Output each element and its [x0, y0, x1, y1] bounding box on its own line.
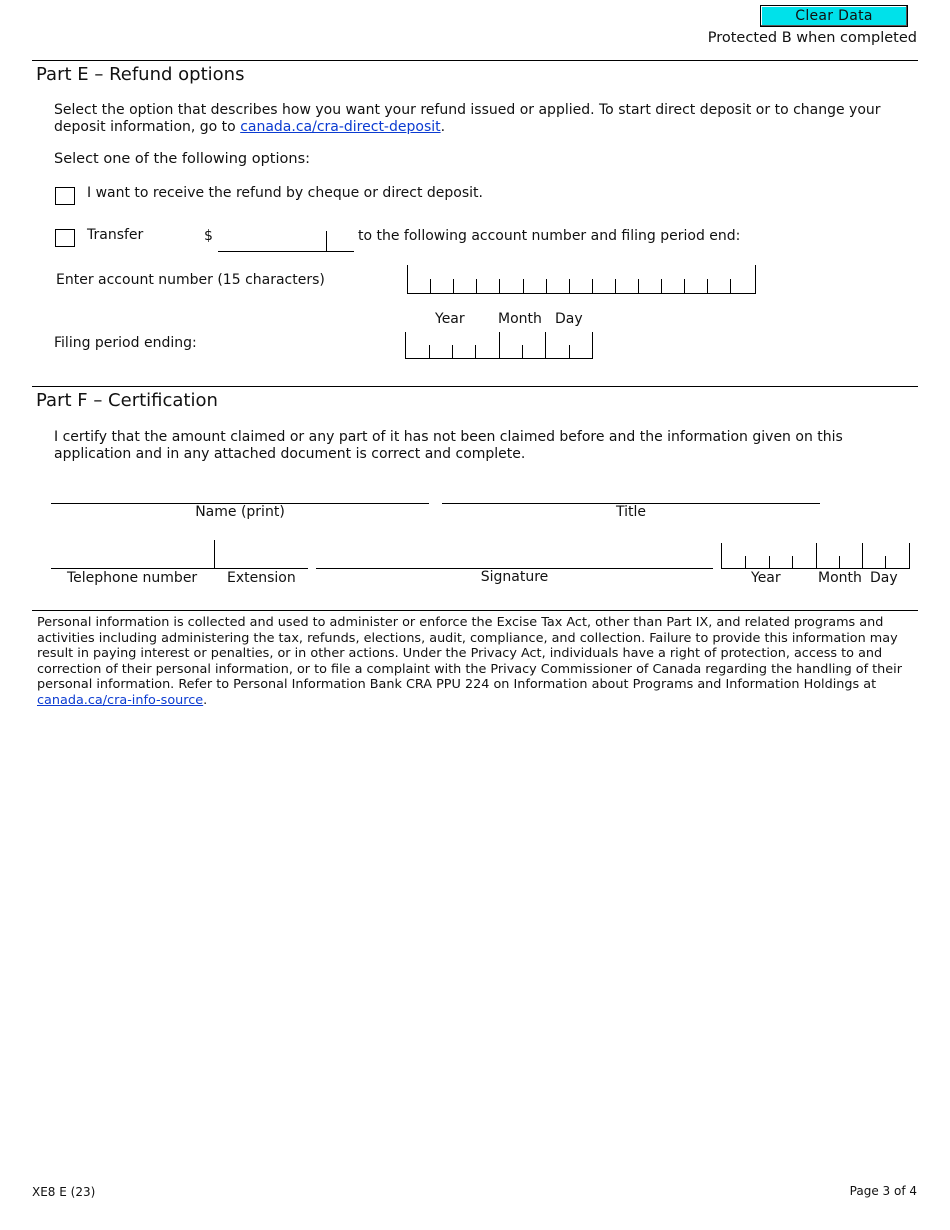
title-input[interactable]: [442, 480, 820, 504]
divider: [32, 610, 918, 611]
cert-year-label: Year: [751, 570, 781, 586]
transfer-suffix-label: to the following account number and filing period end:: [358, 228, 741, 244]
cheque-option-checkbox[interactable]: [55, 187, 75, 205]
title-label: Title: [615, 504, 646, 520]
protected-label: Protected B when completed: [707, 30, 917, 46]
telephone-label: Telephone number: [67, 570, 198, 586]
privacy-text: Personal information is collected and used to administer or enforce the Excise Tax Act, other than Part IX, and related programs and activities including administering the tax, refunds, elections, audit, compliance, and collection. Failure to provide this information may result in paying interest or penalties, or in other actions. Under the Privacy Act, individuals have a right of protection, access to and correction of their personal information, or to file a complaint with the Privacy Commissioner of Canada regarding the handling of their personal information. Refer to Personal Information Bank CRA PPU 224 on Information about Programs and Information Holdings at: [37, 615, 902, 692]
page-number: Page 3 of 4: [849, 1184, 917, 1198]
filing-day-label: Day: [555, 311, 583, 327]
intro-end: .: [440, 119, 446, 135]
telephone-input[interactable]: [51, 540, 308, 569]
direct-deposit-link[interactable]: canada.ca/cra-direct-deposit: [240, 119, 441, 135]
certification-date-input[interactable]: [721, 543, 910, 569]
intro-text: Select the option that describes how you want your refund issued or applied. To start direct deposit or to change your deposit information, go to: [54, 102, 881, 135]
cheque-option-label: I want to receive the refund by cheque or direct deposit.: [87, 185, 483, 201]
certification-text: I certify that the amount claimed or any part of it has not been claimed before and the information given on this application and in any attached document is correct and complete.: [54, 429, 843, 462]
account-number-label: Enter account number (15 characters): [56, 272, 325, 288]
filing-period-label: Filing period ending:: [54, 335, 197, 351]
signature-label: Signature: [480, 569, 549, 585]
name-print-label: Name (print): [195, 504, 285, 520]
info-source-link[interactable]: canada.ca/cra-info-source: [37, 692, 204, 708]
transfer-amount-input[interactable]: [218, 231, 354, 252]
filing-month-label: Month: [498, 311, 542, 327]
signature-input[interactable]: [316, 540, 713, 569]
name-print-input[interactable]: [51, 480, 429, 504]
cents-divider: [326, 231, 327, 251]
form-code: XE8 E (23): [32, 1185, 96, 1199]
divider: [32, 386, 918, 387]
cert-day-label: Day: [870, 570, 898, 586]
extension-label: Extension: [227, 570, 296, 586]
transfer-option-checkbox[interactable]: [55, 229, 75, 247]
part-e-heading: Part E – Refund options: [36, 64, 245, 85]
cert-month-label: Month: [818, 570, 862, 586]
privacy-end: .: [203, 692, 208, 708]
part-f-heading: Part F – Certification: [36, 390, 218, 411]
account-number-input[interactable]: [407, 265, 756, 294]
transfer-option-label: Transfer: [87, 227, 144, 243]
select-options-label: Select one of the following options:: [54, 151, 311, 167]
divider: [32, 60, 918, 61]
part-e-intro: [54, 102, 884, 136]
clear-data-button[interactable]: Clear Data: [760, 5, 908, 27]
extension-divider: [214, 540, 215, 568]
privacy-statement: [37, 615, 917, 708]
dollar-sign: $: [204, 228, 213, 244]
filing-period-date-input[interactable]: [405, 332, 593, 359]
filing-year-label: Year: [435, 311, 465, 327]
